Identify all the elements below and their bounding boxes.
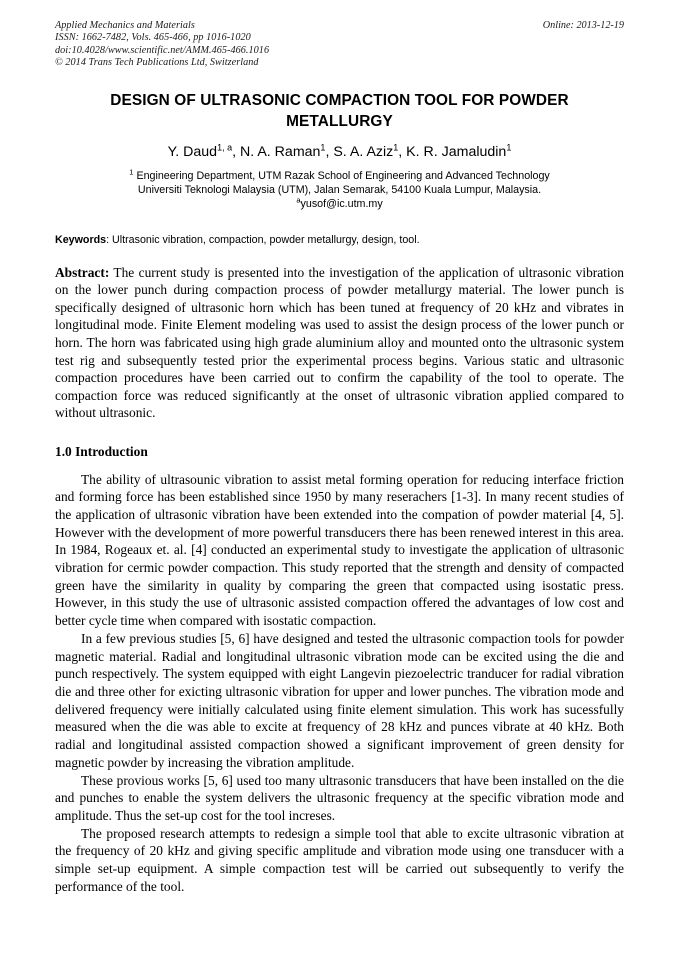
author-list — [55, 143, 624, 161]
author-affiliation-marker: 1 — [393, 142, 399, 153]
affiliation-text-1: Engineering Department, UTM Razak School of Engineering and Advanced Technology — [133, 170, 550, 182]
author-separator: , — [232, 144, 240, 160]
author-affiliation-marker: 1 — [506, 142, 512, 153]
abstract-text: The current study is presented into the investigation of the application of ultrasonic vibration on the lower punch during compaction process of powder metallurgy material. The lower punch is specifically designed of ultrasonic horn which has been tuned at frequency of 20 kHz and vibrates in longitudinal mode. Finite Element modeling was used to assist the design process of the lower punch or horn. The horn was fabricated using high grade aluminium alloy and mounted onto the ultrasonic system test rig and subsequently tested prior the experimental process begins. Various static and ultrasonic compaction procedures have been carried out to confirm the capability of the tool to operate. The compaction force was reduced significantly at the onset of ultrasonic vibration applied compared to without ultrasonic. — [55, 264, 624, 421]
abstract-block — [55, 264, 624, 422]
corresponding-email-line — [55, 197, 624, 211]
author-name: Y. Daud — [167, 144, 218, 160]
author-name: N. A. Raman — [239, 144, 321, 160]
author-name: S. A. Aziz — [333, 144, 394, 160]
affiliation-line-1 — [55, 169, 624, 183]
journal-header — [55, 20, 624, 72]
journal-online-date: Online: 2013-12-19 — [542, 20, 624, 31]
author-affiliation-marker: 1 — [320, 142, 326, 153]
keywords-separator: : — [106, 233, 113, 246]
body-paragraph: The ability of ultrasounic vibration to assist metal forming operation for reducing interface friction and forming force has been established since 1950 by many reserachers [1-3]. In many recent studies of the application of ultrasonic vibration have been extended into the compation of powder material [4, 5]. However with the development of more powerful transducers there has been renewed interest in this area. In 1984, Rogeaux et. al. [4] conducted an experimental study to investigate the application of ultrasonic vibration for cermic powder compaction. This study reported that the strength and density of compacted green have the similarity in quality by comparing the green that compacted using isostatic press. However, in this study the use of ultrasonic assisted compaction offered the advantages of low cost and better cycle time when compared with isostatic compaction. — [55, 471, 624, 629]
paper-title: DESIGN OF ULTRASONIC COMPACTION TOOL FOR POWDER METALLURGY — [110, 92, 569, 130]
body-paragraph: The proposed research attempts to redesign a simple tool that able to excite ultrasonic vibration at the frequency of 20 kHz and giving specific amplitude and vibration mode using one transducer with a simple set-up equipment. A simple compaction test will be carried out subsequently to verify the performance of the tool. — [55, 825, 624, 894]
section-heading-introduction: 1.0 Introduction — [55, 443, 148, 459]
body-paragraph: In a few previous studies [5, 6] have designed and tested the ultrasonic compaction tools for powder magnetic material. Radial and longitudinal ultrasonic vibration mode can be excited using the die and punch respectively. The system equipped with eight Langevin piezoelectric tranducer for radial vibration die and three other for exicting ultrasonic vibration for upper and lower punches. The vibration mode and delivered frequency were initially calculated using finite element simulation. This work has sucessfully measured when the die was able to excite at frequency of 28 kHz and punces vibrate at 40 kHz. Both radial and longitudinal assisted compaction showed a significant improvement of green density for magnetic powder by increasing the vibration amplitude. — [55, 630, 624, 770]
keywords-label: Keywords — [55, 233, 107, 246]
affiliation-line-2: Universiti Teknologi Malaysia (UTM), Jalan Semarak, 54100 Kuala Lumpur, Malaysia. — [137, 184, 542, 197]
journal-issn-line: ISSN: 1662-7482, Vols. 465-466, pp 1016-1020 — [55, 32, 251, 44]
affiliation-marker: 1 — [129, 167, 134, 177]
section-body-introduction — [55, 471, 624, 896]
keywords-text: Ultrasonic vibration, compaction, powder metallurgy, design, tool. — [112, 233, 420, 246]
page-content-column — [55, 0, 624, 895]
journal-copyright-line: © 2014 Trans Tech Publications Ltd, Switzerland — [55, 57, 259, 69]
affiliation-block — [55, 169, 624, 212]
corresponding-email: yusof@ic.utm.my — [300, 198, 383, 211]
email-marker: a — [296, 195, 301, 205]
abstract-label: Abstract: — [55, 264, 110, 280]
journal-doi-line: doi:10.4028/www.scientific.net/AMM.465-466.1016 — [55, 44, 270, 56]
body-paragraph: These provious works [5, 6] used too many ultrasonic transducers that have been installed on the die and punches to enable the system delivers the ultrasonic frequency at the specific vibration mode and amplitude. Thus the set-up cost for the tool increses. — [55, 772, 624, 823]
author-separator: , — [325, 144, 334, 160]
journal-header-left — [55, 20, 624, 70]
author-affiliation-marker: 1, a — [217, 142, 233, 153]
author-separator: , — [398, 144, 407, 160]
keywords-block — [55, 233, 624, 247]
author-name: K. R. Jamaludin — [406, 144, 507, 160]
journal-name: Applied Mechanics and Materials — [55, 20, 195, 31]
